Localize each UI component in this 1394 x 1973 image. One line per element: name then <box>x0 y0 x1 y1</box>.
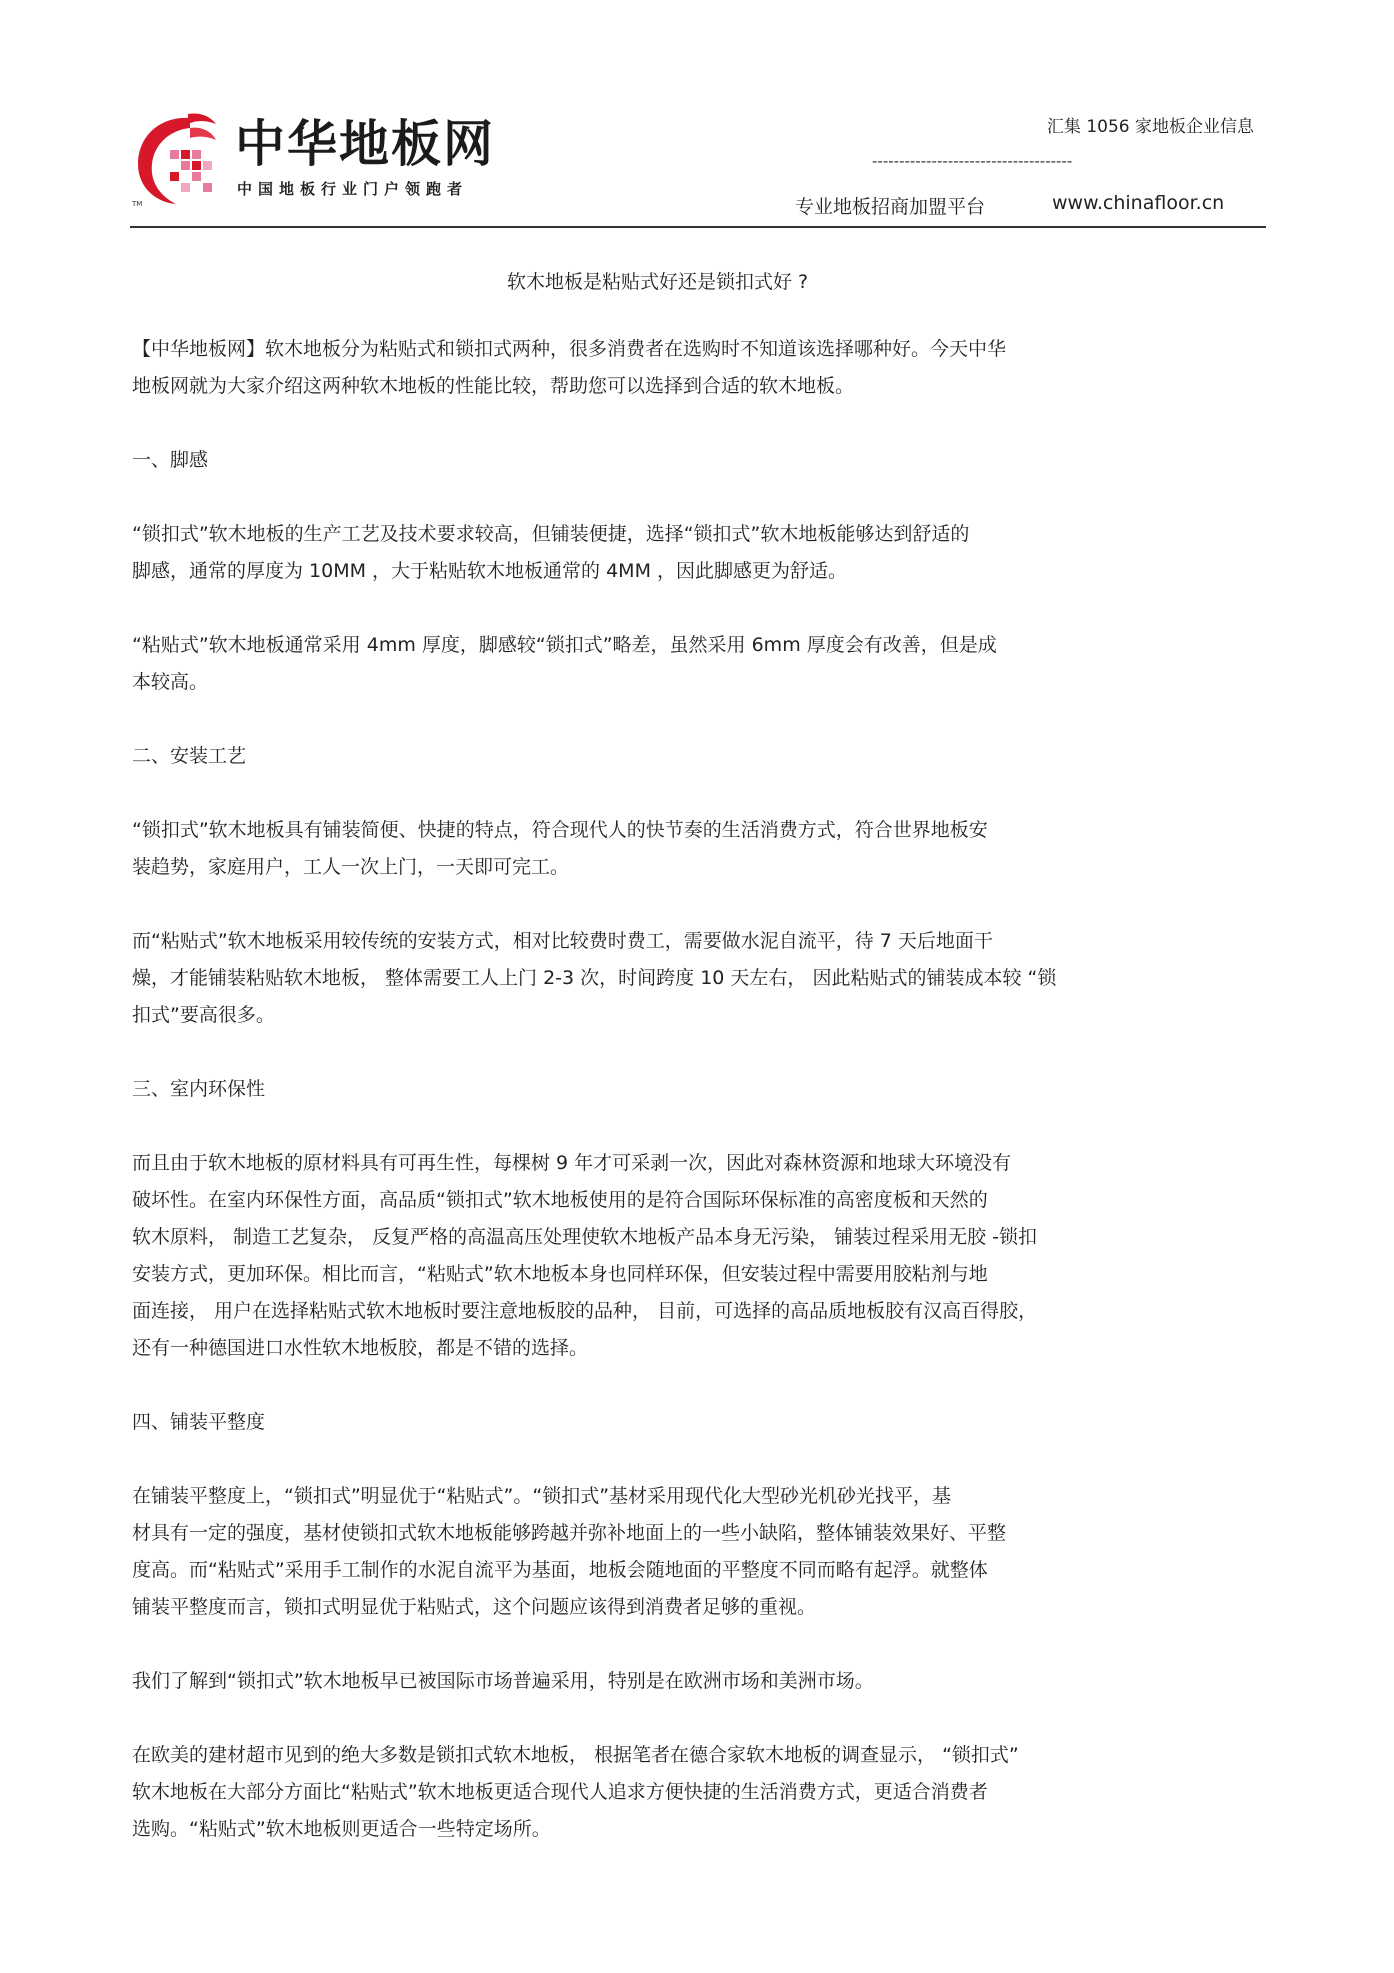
tm-mark: TM <box>132 200 143 208</box>
paragraph-line: 安装方式，更加环保。相比而言，“粘贴式”软木地板本身也同样环保，但安装过程中需要用胶粘剂与地 <box>132 1263 988 1285</box>
header-dashes: ------------------------------------- <box>872 152 1073 170</box>
paragraph-line: 软木地板在大部分方面比“粘贴式”软木地板更适合现代人追求方便快捷的生活消费方式，更适合消费者 <box>132 1781 988 1803</box>
paragraph-line: “粘贴式”软木地板通常采用 4mm 厚度，脚感较“锁扣式”略差，虽然采用 6mm 厚度会有改善，但是成 <box>132 634 997 656</box>
paragraph-line: 软木原料， 制造工艺复杂， 反复严格的高温高压处理使软木地板产品本身无污染， 铺装过程采用无胶 -锁扣 <box>132 1226 1038 1248</box>
paragraph-line: “锁扣式”软木地板具有铺装简便、快捷的特点，符合现代人的快节奏的生活消费方式，符合世界地板安 <box>132 819 988 841</box>
paragraph-line: 还有一种德国进口水性软木地板胶，都是不错的选择。 <box>132 1337 589 1359</box>
brand-name: 中华地板网 <box>235 115 495 173</box>
paragraph-line: 而“粘贴式”软木地板采用较传统的安装方式，相对比较费时费工，需要做水泥自流平，待 7 天后地面干 <box>132 930 993 952</box>
paragraph-line: 脚感，通常的厚度为 10MM ，大于粘贴软木地板通常的 4MM ，因此脚感更为舒适。 <box>132 560 847 582</box>
header-info: 汇集 1056 家地板企业信息 <box>1046 117 1254 137</box>
paragraph-line: 破坏性。在室内环保性方面，高品质“锁扣式”软木地板使用的是符合国际环保标准的高密度板和天然的 <box>132 1189 988 1211</box>
section-heading: 一、脚感 <box>132 449 209 471</box>
header-url-link[interactable]: www.chinafloor.cn <box>1052 192 1225 214</box>
logo-emblem-icon <box>130 112 228 208</box>
paragraph-line: 扣式”要高很多。 <box>132 1004 275 1026</box>
paragraph-line: 我们了解到“锁扣式”软木地板早已被国际市场普遍采用，特别是在欧洲市场和美洲市场。 <box>132 1670 874 1692</box>
header-divider <box>130 226 1266 228</box>
paragraph-line: “锁扣式”软木地板的生产工艺及技术要求较高，但铺装便捷，选择“锁扣式”软木地板能够达到舒适的 <box>132 523 970 545</box>
section-heading: 四、铺装平整度 <box>132 1411 266 1433</box>
paragraph-line: 度高。而“粘贴式”采用手工制作的水泥自流平为基面，地板会随地面的平整度不同而略有起浮。就整体 <box>132 1559 988 1581</box>
paragraph-line: 【中华地板网】软木地板分为粘贴式和锁扣式两种，很多消费者在选购时不知道该选择哪种好。今天中华 <box>132 338 1007 360</box>
paragraph-line: 装趋势，家庭用户，工人一次上门，一天即可完工。 <box>132 856 570 878</box>
paragraph-line: 而且由于软木地板的原材料具有可再生性，每棵树 9 年才可采剥一次，因此对森林资源和地球大环境没有 <box>132 1152 1012 1174</box>
paragraph-line: 燥，才能铺装粘贴软木地板， 整体需要工人上门 2-3 次，时间跨度 10 天左右， 因此粘贴式的铺装成本较 “锁 <box>132 967 1057 989</box>
paragraph-line: 选购。“粘贴式”软木地板则更适合一些特定场所。 <box>132 1818 551 1840</box>
site-logo[interactable] <box>130 112 530 212</box>
paragraph-line: 材具有一定的强度，基材使锁扣式软木地板能够跨越并弥补地面上的一些小缺陷，整体铺装效果好、平整 <box>132 1522 1007 1544</box>
paragraph-line: 本较高。 <box>132 671 209 693</box>
paragraph-line: 在铺装平整度上，“锁扣式”明显优于“粘贴式”。“锁扣式”基材采用现代化大型砂光机砂光找平，基 <box>132 1485 952 1507</box>
section-heading: 二、安装工艺 <box>132 745 247 767</box>
paragraph-line: 铺装平整度而言，锁扣式明显优于粘贴式，这个问题应该得到消费者足够的重视。 <box>132 1596 817 1618</box>
paragraph-line: 地板网就为大家介绍这两种软木地板的性能比较，帮助您可以选择到合适的软木地板。 <box>132 375 855 397</box>
paragraph-line: 在欧美的建材超市见到的绝大多数是锁扣式软木地板， 根据笔者在德合家软木地板的调查显示， “锁扣式” <box>132 1744 1019 1766</box>
paragraph-line: 面连接， 用户在选择粘贴式软木地板时要注意地板胶的品种， 目前，可选择的高品质地板胶有汉高百得胶， <box>132 1300 1038 1322</box>
section-heading: 三、室内环保性 <box>132 1078 266 1100</box>
header-tagline: 专业地板招商加盟平台 <box>795 196 986 218</box>
brand-slogan: 中国地板行业门户领跑者 <box>237 180 469 198</box>
article-title: 软木地板是粘贴式好还是锁扣式好 ? <box>507 271 809 293</box>
